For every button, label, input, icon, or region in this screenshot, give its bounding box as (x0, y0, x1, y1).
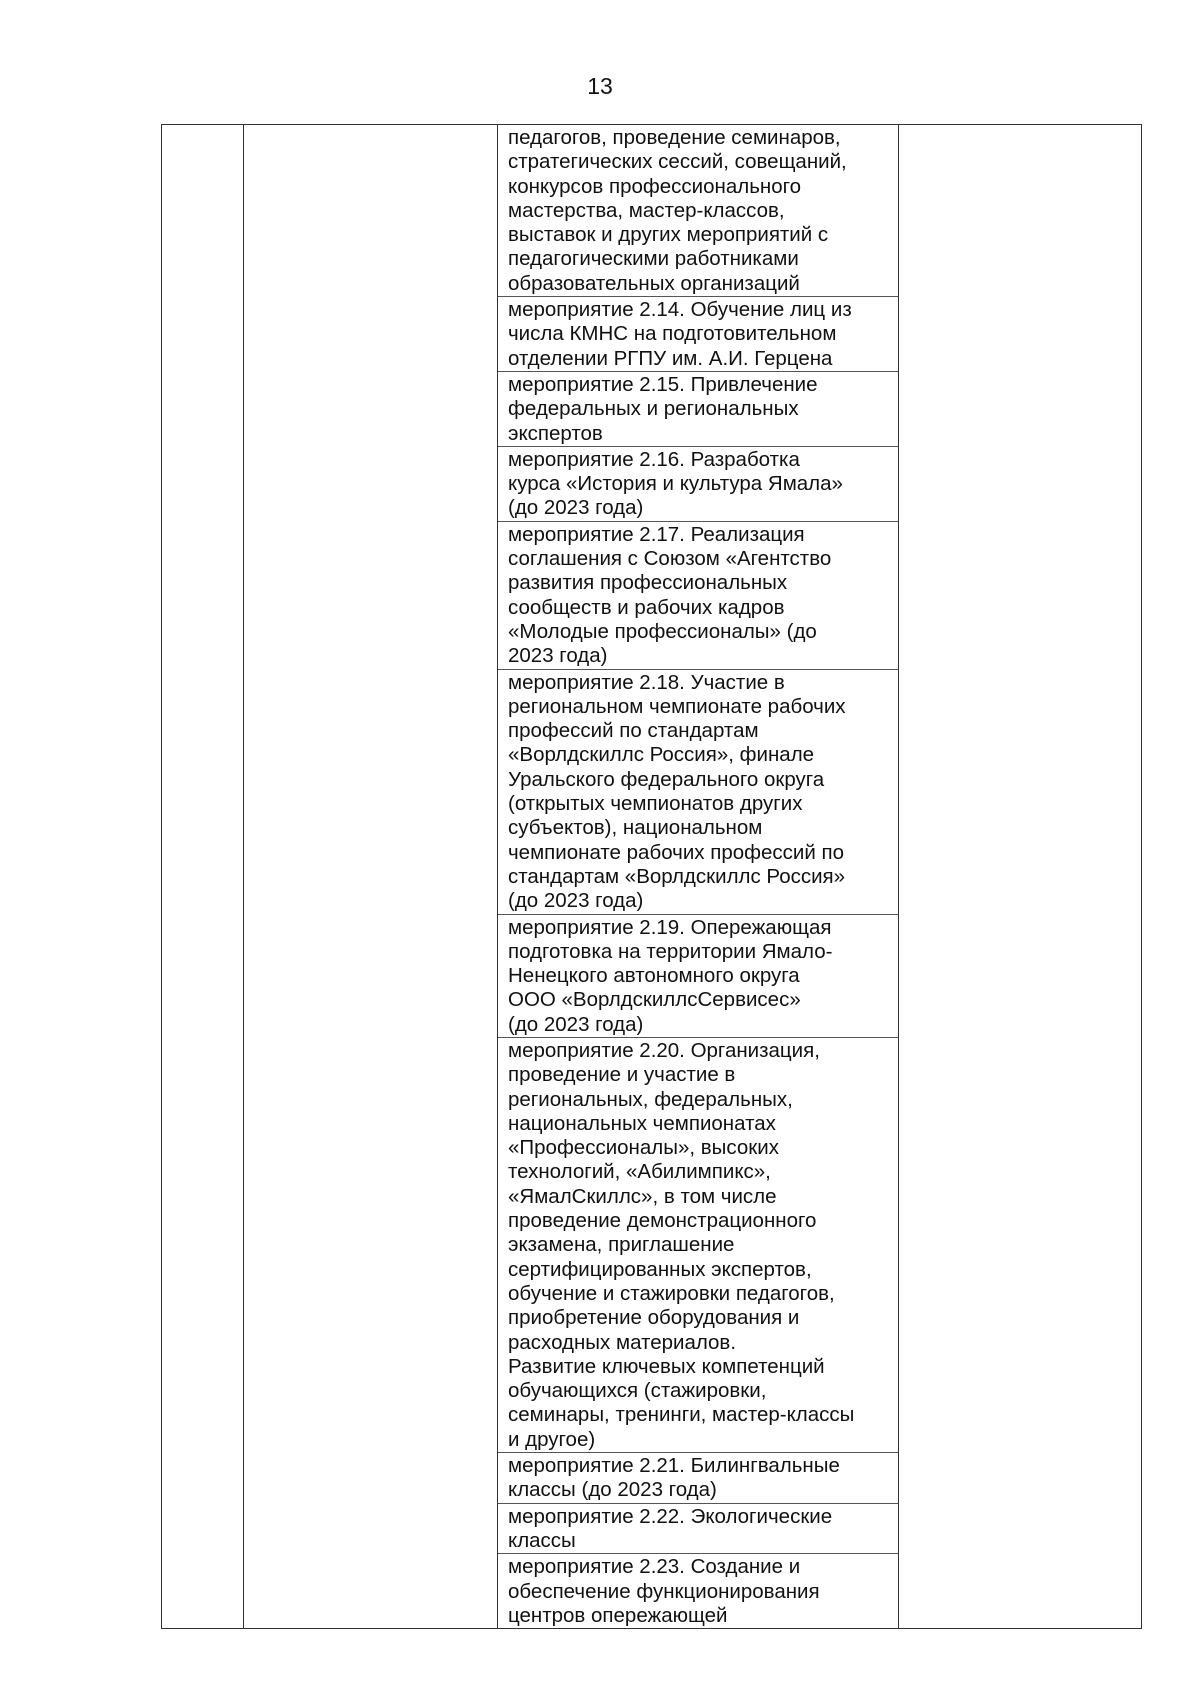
measure-entry-2-17: мероприятие 2.17. Реализация соглашения с Союзом «Агентство развития профессиональных сообществ и рабочих кадров «Молодые профессионалы» (до 2023 года) (498, 522, 898, 670)
measure-entry-2-20: мероприятие 2.20. Организация, проведение и участие в региональных, федеральных, национальных чемпионатах «Профессионалы», высоких технологий, «Абилимпикс», «ЯмалСкиллс», в том числе проведение демонстрационного экзамена, приглашение сертифицированных экспертов, обучение и стажировки педагогов, приобретение оборудования и расходных материалов. Развитие ключевых компетенций обучающихся (стажировки, семинары, тренинги, мастер-классы и другое) (498, 1038, 898, 1453)
measure-entry-2-16: мероприятие 2.16. Разработка курса «История и культура Ямала» (до 2023 года) (498, 447, 898, 522)
column-4-cell (899, 125, 1142, 1629)
measure-entry-2-21: мероприятие 2.21. Билингвальные классы (до 2023 года) (498, 1453, 898, 1504)
measures-cell (498, 125, 899, 1629)
measure-entry-2-19: мероприятие 2.19. Опережающая подготовка на территории Ямало- Ненецкого автономного округа ООО «ВорлдскиллсСервисес» (до 2023 года) (498, 915, 898, 1038)
program-table (161, 124, 1142, 1629)
table-row (162, 125, 1142, 1629)
measure-entry-continuation: педагогов, проведение семинаров, стратегических сессий, совещаний, конкурсов профессионального мастерства, мастер-классов, выставок и других мероприятий с педагогическими работниками образовательных организаций (498, 125, 898, 297)
column-2-cell (244, 125, 498, 1629)
measure-entry-2-23: мероприятие 2.23. Создание и обеспечение функционирования центров опережающей (508, 1555, 820, 1627)
measure-entry-2-18: мероприятие 2.18. Участие в региональном чемпионате рабочих профессий по стандартам «Ворлдскиллс Россия», финале Уральского федерального округа (открытых чемпионатов других субъектов), национальном чемпионате рабочих профессий по стандартам «Ворлдскиллс Россия» (до 2023 года) (498, 670, 898, 915)
column-1-cell (162, 125, 244, 1629)
measure-entry-2-15: мероприятие 2.15. Привлечение федеральных и региональных экспертов (498, 372, 898, 447)
measure-entry-2-14: мероприятие 2.14. Обучение лиц из числа КМНС на подготовительном отделении РГПУ им. А.И. Герцена (498, 297, 898, 372)
measure-entry-2-22: мероприятие 2.22. Экологические классы (498, 1504, 898, 1555)
page-number: 13 (587, 73, 613, 99)
